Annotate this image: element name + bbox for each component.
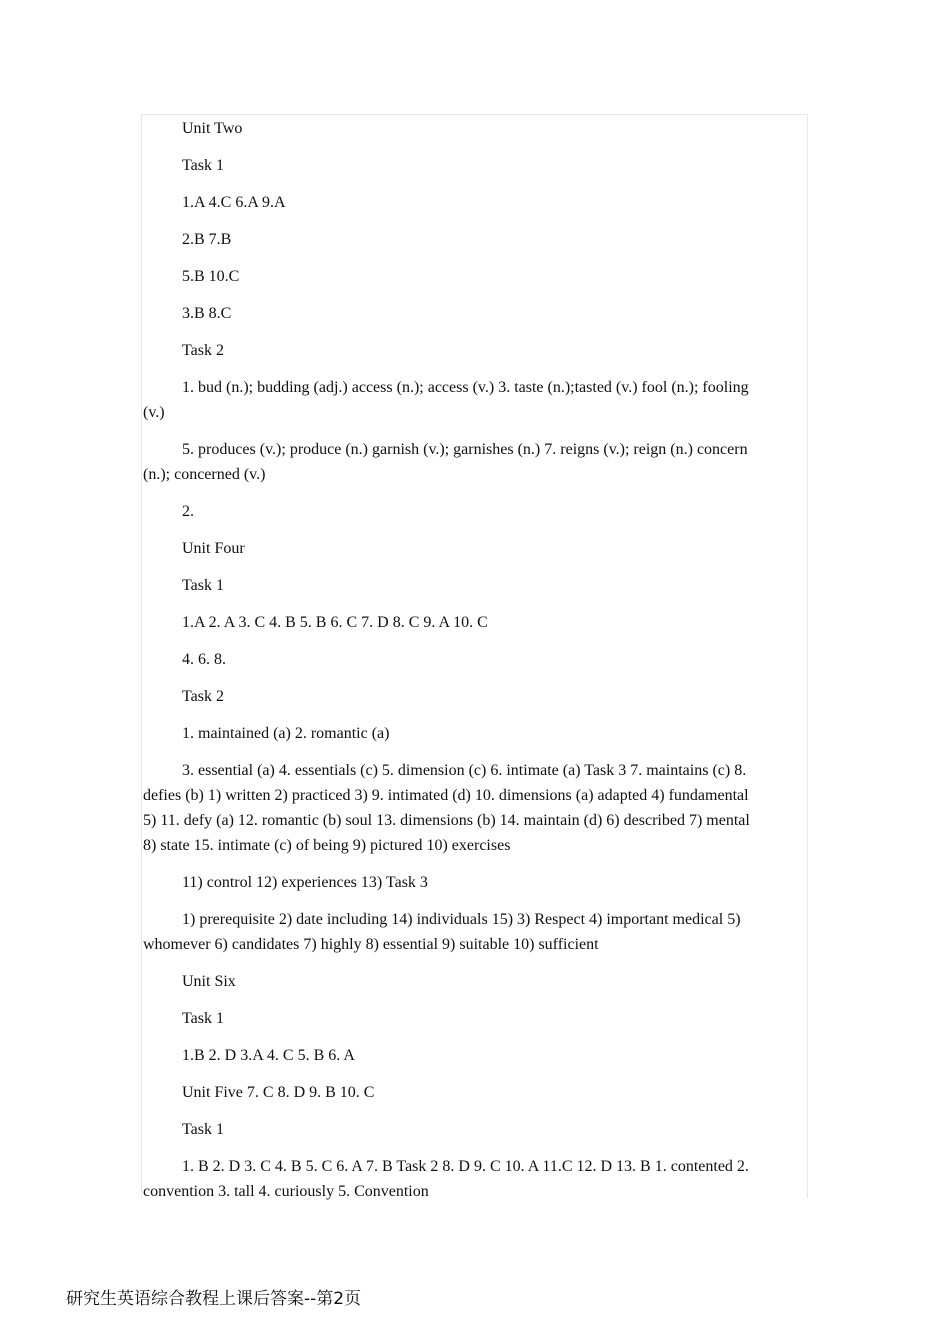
answer-line: 2. [182,503,194,520]
answer-line: Unit Five 7. C 8. D 9. B 10. C [182,1084,375,1101]
answer-line: 3.B 8.C [182,305,232,322]
heading-task-2: Task 2 [182,688,224,705]
answer-line: 2.B 7.B [182,231,232,248]
heading-unit-six: Unit Six [182,973,236,990]
answer-line: 1.A 4.C 6.A 9.A [182,194,286,211]
answer-paragraph: 5. produces (v.); produce (n.) garnish (v.); garnishes (n.) 7. reigns (v.); reign (n.) concern (n.); concerned (v.) [143,441,748,483]
answer-line: 1. maintained (a) 2. romantic (a) [182,725,390,742]
heading-unit-four: Unit Four [182,540,245,557]
heading-task-1: Task 1 [182,157,224,174]
answer-paragraph: 1) prerequisite 2) date including 14) individuals 15) 3) Respect 4) important medical 5) whomever 6) candidates 7) highly 8) essential 9) suitable 10) sufficient [143,911,741,953]
page-footer: 研究生英语综合教程上课后答案--第2页 [66,1289,362,1309]
answer-paragraph: 1. bud (n.); budding (adj.) access (n.); access (v.) 3. taste (n.);tasted (v.) fool (n.); fooling (v.) [143,379,749,421]
answer-line: 11) control 12) experiences 13) Task 3 [182,874,428,891]
answer-line: 1.B 2. D 3.A 4. C 5. B 6. A [182,1047,355,1064]
answer-paragraph: 1. B 2. D 3. C 4. B 5. C 6. A 7. B Task 2 8. D 9. C 10. A 11.C 12. D 13. B 1. contented 2. convention 3. tall 4. curiously 5. Convention [143,1158,749,1200]
answer-paragraph: 3. essential (a) 4. essentials (c) 5. dimension (c) 6. intimate (a) Task 3 7. maintains (c) 8. defies (b) 1) written 2) practiced 3) 9. intimated (d) 10. dimensions (a) adapted 4) fundamental 5) 11. defy (a) 12. romantic (b) soul 13. dimensions (b) 14. maintain (d) 6) described 7) mental 8) state 15. intimate (c) of being 9) pictured 10) exercises [143,762,750,854]
heading-task-1: Task 1 [182,577,224,594]
answer-line: 5.B 10.C [182,268,240,285]
heading-task-1: Task 1 [182,1010,224,1027]
answer-line: 1.A 2. A 3. C 4. B 5. B 6. C 7. D 8. C 9. A 10. C [182,614,488,631]
heading-task-1: Task 1 [182,1121,224,1138]
heading-unit-two: Unit Two [182,120,243,137]
heading-task-2: Task 2 [182,342,224,359]
answer-line: 4. 6. 8. [182,651,226,668]
document-body [143,116,765,1216]
